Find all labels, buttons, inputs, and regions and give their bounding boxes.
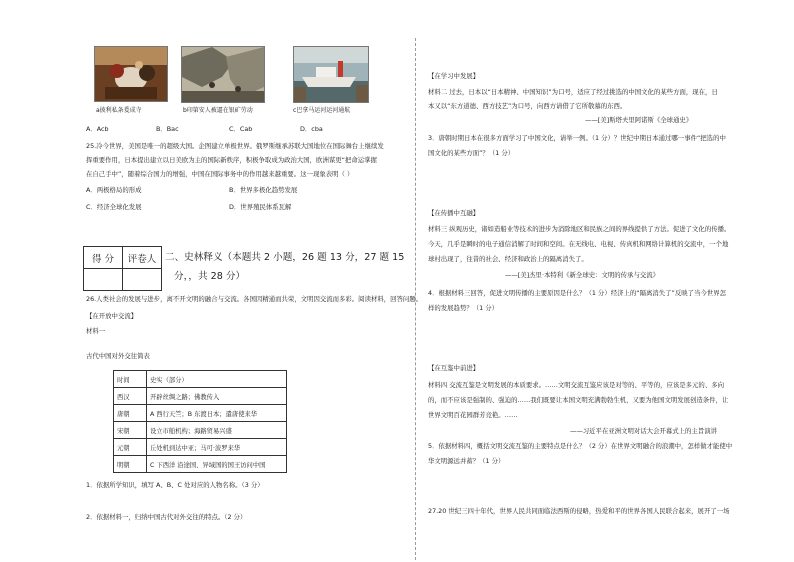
sub-heading-open-exchange: 【在开放中交流】	[86, 312, 138, 320]
question-3-line-1: 3．唐朝时期日本在很多方面学习了中国文化，请举一例。（1 分）？世纪中期日本通过哪一事件“把选的中	[428, 134, 726, 142]
q25-option-c: C．经济全球化发展	[86, 203, 142, 211]
painting-image-b	[181, 46, 265, 103]
question-2: 2．依据材料一，归纳中国古代对外交往的特点。（2 分）	[86, 513, 247, 521]
material-4-line-2: 的，而不应该是强制的、强迫的……我们既要让本国文明充满勃勃生机，又要为他国文明发展创造条件，让	[428, 396, 729, 404]
q25-line-1: 25.冷今世界，美国是唯一的超级大国。企图建立单极世界。俄罗斯继承苏联大国地位在国际舞台上继续发	[86, 142, 384, 150]
table-header-row	[114, 371, 287, 388]
question-4-line-1: 4．根据材料三回答，促进文明传播的主要原因是什么？（1 分）经济上的“隔离消失了”反映了当今世界怎	[428, 289, 726, 297]
ship-photo-image-c	[293, 46, 369, 103]
table-row	[114, 422, 287, 439]
grader-cell[interactable]	[123, 269, 162, 291]
q26-intro: 26.人类社会的发展与进步，离不开文明的融合与交流。各国因精通而共荣，文明因交流而多彩。阅读材料，回答问题。	[86, 295, 423, 303]
q24-option-b: B．Bac	[156, 125, 179, 133]
table-cell-period: 唐朝	[114, 405, 147, 422]
table-header-facts: 史实（部分）	[147, 371, 287, 388]
score-label: 得 分	[84, 247, 123, 269]
material-2-line-2: 本又以“东方道德、西方技艺”为口号，向西方请借了它所敬慕的东西。	[428, 102, 627, 110]
table-cell-period: 宋朝	[114, 422, 147, 439]
grader-label: 评卷人	[123, 247, 162, 269]
table-row	[114, 456, 287, 473]
painting-image-a	[94, 46, 168, 102]
table-header-time: 时间	[114, 371, 147, 388]
q25-line-2: 挥重要作用，日本提出建立以日美欧为主的国际新秩序，积极争取成为政治大国，欧洲谋更“把命运掌握	[86, 156, 377, 164]
material-4-source: ——习近平在亚洲文明对话大会开幕式上的主旨演讲	[570, 427, 717, 435]
material-3-line-2: 今天，几乎是瞬时的电子通信消解了时间和空间。在无线电、电视、传真机和网络计算机的交流中，一个地	[428, 240, 729, 248]
table-cell-fact: 开辟丝绸之路；佛教传入	[147, 388, 287, 405]
question-1: 1．依据所学知识，填写 A、B、C 处对应的人物名称。（3 分）	[86, 481, 264, 489]
material-3-line-3: 球村出现了，往昔的社会、经济和政治上的隔离消失了。	[428, 255, 588, 263]
material-2-source: ——[美]斯塔夫里阿诺斯《全球通史》	[585, 116, 693, 124]
q24-option-a: A．Acb	[86, 125, 109, 133]
table-cell-period: 西汉	[114, 388, 147, 405]
section-title-line-2: 分，，共 28 分）	[174, 271, 246, 282]
image-a-caption: a披利私条爰成寺	[96, 107, 142, 114]
material-3-source: ——[美]杰里·本特利《新全球史：文明的传承与交流》	[505, 271, 660, 279]
material-4-line-3: 世界文明百花园群芳竞艳。……	[428, 411, 518, 419]
question-5-line-1: 5．依据材料四，概括文明交流互鉴的主要特点是什么？（2 分）在世界文明融合的浪潮中，怎样做才能使中	[428, 442, 733, 450]
q24-option-d: D．cba	[300, 125, 323, 133]
material-1-label: 材料一	[86, 327, 106, 335]
material-4-line-1: 材料四 交流互鉴是文明发展的本质要求。……文明交流互鉴应该是对等的、平等的，应该是多元的、多向	[428, 381, 724, 389]
material-2-line-1: 材料二 过去，日本以“日本精神、中国知识”为口号，适应了经过挑选的中国文化的某些方面，现在，日	[428, 88, 718, 96]
table-row	[114, 405, 287, 422]
table-row	[114, 388, 287, 405]
question-27-line: 27.20 世纪三四十年代，世界人民共同面临法西斯的侵略，热爱和平的世界各国人民联合起来，展开了一场	[428, 507, 730, 515]
q25-option-b: B．世界多极化趋势发展	[229, 186, 298, 194]
table-row	[114, 439, 287, 456]
question-5-line-2: 华文明源远并蓄？（1 分）	[428, 457, 505, 465]
image-b-caption: b印第安人被逼在银矿劳动	[183, 107, 253, 114]
question-3-line-2: 国文化的某些方面”？（1 分）	[428, 149, 515, 157]
q25-option-d: D．世界殖民体系瓦解	[229, 203, 292, 211]
sub-heading-learning: 【在学习中发展】	[428, 72, 480, 80]
foreign-relations-table	[113, 370, 287, 473]
material-3-line-1: 材料三 纵观历史，诸如造船业等技术的进步为消除地区和民族之间的界线提供了方法。促进了文化的传播。	[428, 225, 731, 233]
table-title: 古代中国对外交往简表	[86, 352, 150, 360]
question-4-line-2: 样的发展趋势？（1 分）	[428, 304, 499, 312]
image-c-caption: c巴拿马运河运河通航	[293, 107, 351, 114]
q25-line-3: 在自己手中”，随着综合国力的增强，中国在国际事务中的作用越来越重要。这一现象表明（ ）	[86, 170, 354, 178]
score-cell[interactable]	[84, 269, 123, 291]
sub-heading-mutual-learning: 【在互鉴中前进】	[428, 364, 480, 372]
table-cell-period: 明朝	[114, 456, 147, 473]
sub-heading-spread: 【在传播中互融】	[428, 209, 480, 217]
table-cell-fact: 丘处机到达中亚；马可·波罗来华	[147, 439, 287, 456]
section-title-line-1: 二、史林释义（本题共 2 小题，26 题 13 分，27 题 15	[165, 252, 405, 263]
table-cell-period: 元朝	[114, 439, 147, 456]
table-cell-fact: C 下西洋 沿途国、异域国的国王访问中国	[147, 456, 287, 473]
q25-option-a: A．两极格局的形成	[86, 186, 142, 194]
table-cell-fact: 设立市舶机构；海路贸易兴盛	[147, 422, 287, 439]
score-box	[83, 246, 162, 291]
table-cell-fact: A 西行天竺；B 东渡日本；遣唐使来华	[147, 405, 287, 422]
q24-option-c: C．Cab	[229, 125, 253, 133]
